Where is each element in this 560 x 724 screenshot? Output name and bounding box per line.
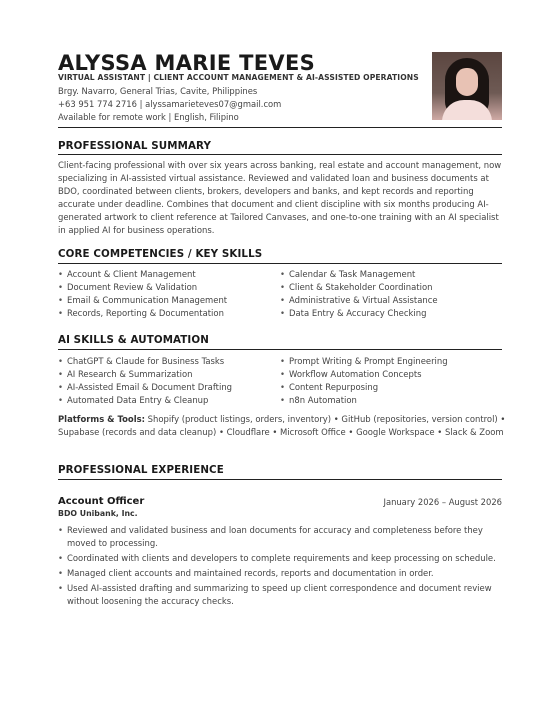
list-item: • Email & Communication Management	[58, 294, 227, 307]
list-item: • Workflow Automation Concepts	[280, 368, 448, 381]
list-item: • ChatGPT & Claude for Business Tasks	[58, 355, 232, 368]
contact-line: +63 951 774 2716 | alyssamarieteves07@gmail.com	[58, 99, 282, 109]
platforms-tools	[58, 413, 506, 439]
list-item: • Automated Data Entry & Cleanup	[58, 394, 232, 407]
list-item: • AI Research & Summarization	[58, 368, 232, 381]
experience-heading: PROFESSIONAL EXPERIENCE	[58, 464, 224, 476]
experience-divider	[58, 479, 502, 480]
tools-label: Platforms & Tools:	[58, 414, 145, 424]
profile-photo	[432, 52, 502, 120]
list-item: • AI-Assisted Email & Document Drafting	[58, 381, 232, 394]
experience-bullet: • Used AI-assisted drafting and summarizing to speed up client correspondence and document review without loosening the accuracy checks.	[58, 582, 504, 608]
ai-skills-left-list	[58, 355, 232, 407]
list-item: • Content Repurposing	[280, 381, 448, 394]
company-name: BDO Unibank, Inc.	[58, 509, 138, 518]
summary-heading: PROFESSIONAL SUMMARY	[58, 140, 212, 152]
list-item: • Calendar & Task Management	[280, 268, 438, 281]
experience-bullet: • Managed client accounts and maintained records, reports and documentation in order.	[58, 567, 504, 580]
core-skills-heading: CORE COMPETENCIES / KEY SKILLS	[58, 248, 263, 260]
address-line: Brgy. Navarro, General Trias, Cavite, Philippines	[58, 86, 258, 96]
tools-text: Shopify (product listings, orders, inventory) • GitHub (repositories, version control) • Supabase (records and data cleanup) • Cloudflare • Microsoft Office • Google Workspace • Slack & Zoom	[58, 414, 506, 438]
experience-bullet: • Coordinated with clients and developers to complete requirements and keep processing on schedule.	[58, 552, 504, 565]
experience-bullets	[58, 524, 504, 611]
list-item: • Document Review & Validation	[58, 281, 227, 294]
list-item: • Data Entry & Accuracy Checking	[280, 307, 438, 320]
summary-text: Client-facing professional with over six years across banking, real estate and account management, now specializing in AI-assisted virtual assistance. Reviewed and validated loan and business documents at BDO, coordinated between clients, brokers, developers and banks, and kept records and reporting accurate under deadline. Combines that document and client discipline with six months producing AI-generated artwork to client reference at Tailored Canvases, and one-to-one training with an AI specialist in applied AI for business operations.	[58, 160, 502, 236]
summary-divider	[58, 154, 502, 155]
list-item: • Account & Client Management	[58, 268, 227, 281]
core-skills-left-list	[58, 268, 227, 320]
ai-skills-divider	[58, 349, 502, 350]
candidate-tagline: VIRTUAL ASSISTANT | CLIENT ACCOUNT MANAGEMENT & AI-ASSISTED OPERATIONS	[58, 73, 419, 82]
ai-skills-right-list	[280, 355, 448, 407]
list-item: • Client & Stakeholder Coordination	[280, 281, 438, 294]
list-item: • Records, Reporting & Documentation	[58, 307, 227, 320]
job-title: Account Officer	[58, 496, 145, 507]
header-divider	[58, 127, 502, 128]
core-skills-divider	[58, 263, 502, 264]
job-dates: January 2026 – August 2026	[383, 497, 502, 507]
ai-skills-heading: AI SKILLS & AUTOMATION	[58, 334, 209, 346]
candidate-name: ALYSSA MARIE TEVES	[58, 51, 316, 75]
list-item: • Prompt Writing & Prompt Engineering	[280, 355, 448, 368]
experience-bullet: • Reviewed and validated business and loan documents for accuracy and completeness before they moved to processing.	[58, 524, 504, 550]
list-item: • n8n Automation	[280, 394, 448, 407]
list-item: • Administrative & Virtual Assistance	[280, 294, 438, 307]
availability-line: Available for remote work | English, Filipino	[58, 112, 239, 122]
core-skills-right-list	[280, 268, 438, 320]
